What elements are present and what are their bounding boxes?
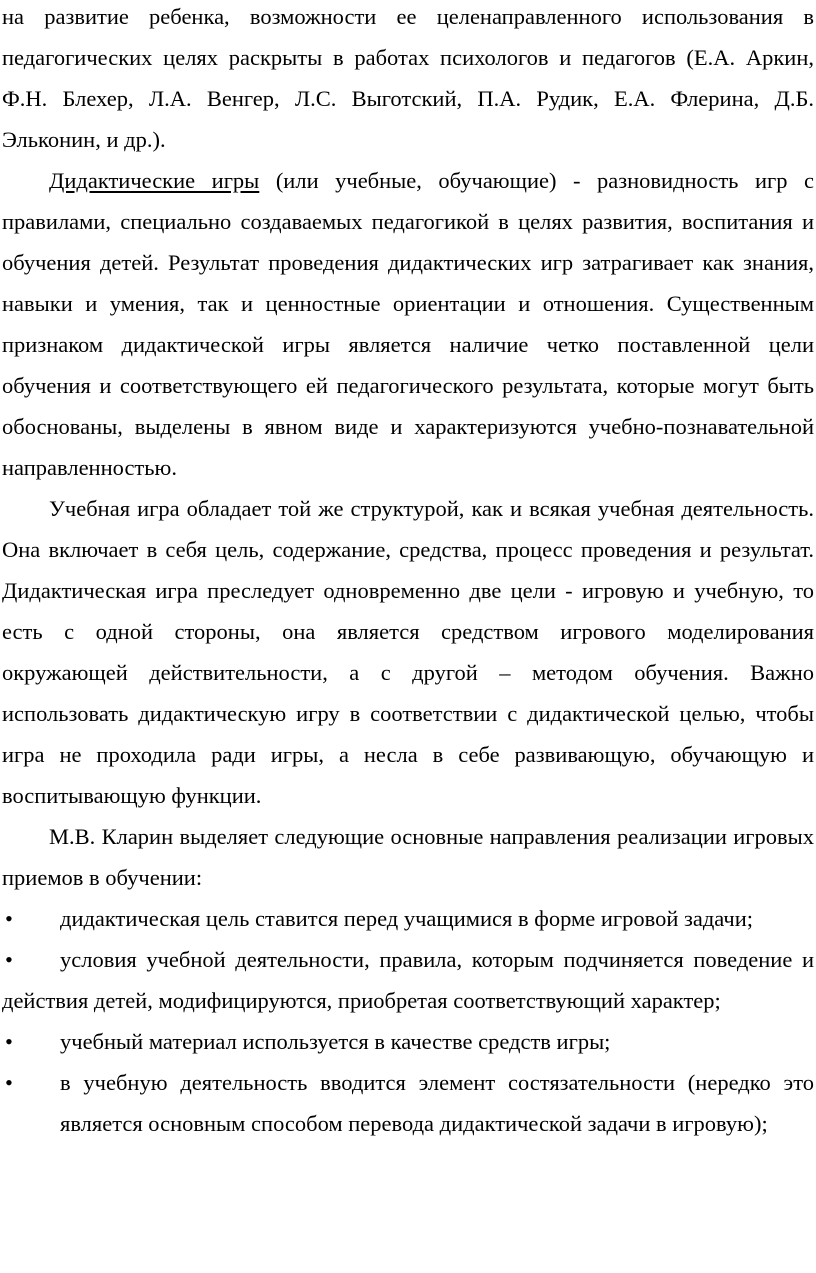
list-item-text: в учебную деятельность вводится элемент состязательности (нередко это является основным способом перевода дидактической задачи в игровую); — [60, 1070, 814, 1136]
game-techniques-list — [2, 898, 814, 1144]
bullet-icon: • — [5, 947, 13, 972]
list-item — [2, 939, 814, 1021]
paragraph-didactic-games-text: (или учебные, обучающие) - разновидность игр с правилами, специально создаваемых педагогикой в целях развития, воспитания и обучения детей. Результат проведения дидактических игр затрагивает как знания, навыки и умения, так и ценностные ориентации и отношения. Существенным признаком дидактической игры является наличие четко поставленной цели обучения и соответствующего ей педагогического результата, которые могут быть обоснованы, выделены в явном виде и характеризуются учебно-познавательной направленностью. — [2, 168, 814, 480]
term-didactic-games: Дидактические игры — [49, 168, 260, 193]
list-item-text: условия учебной деятельности, правила, которым подчиняется поведение и действия детей, модифицируются, приобретая соответствующий характер; — [2, 947, 814, 1013]
list-item-text: учебный материал используется в качестве средств игры; — [60, 1029, 611, 1054]
bullet-icon: • — [5, 906, 13, 931]
list-item — [2, 1021, 814, 1062]
paragraph-didactic-games — [2, 160, 814, 488]
bullet-icon: • — [5, 1070, 13, 1095]
paragraph-intro: на развитие ребенка, возможности ее целенаправленного использования в педагогических целях раскрыты в работах психологов и педагогов (Е.А. Аркин, Ф.Н. Блехер, Л.А. Венгер, Л.С. Выготский, П.А. Рудик, Е.А. Флерина, Д.Б. Эльконин, и др.). — [2, 4, 814, 152]
paragraph-learning-game: Учебная игра обладает той же структурой, как и всякая учебная деятельность. Она включает в себя цель, содержание, средства, процесс проведения и результат. Дидактическая игра преследует одновременно две цели - игровую и учебную, то есть с одной стороны, она является средством игрового моделирования окружающей действительности, а с другой – методом обучения. Важно использовать дидактическую игру в соответствии с дидактической целью, чтобы игра не проходила ради игры, а несла в себе развивающую, обучающую и воспитывающую функции. — [2, 496, 814, 808]
bullet-icon: • — [5, 1029, 13, 1054]
list-item — [2, 1062, 814, 1144]
list-item — [2, 898, 814, 939]
paragraph-klarin: М.В. Кларин выделяет следующие основные направления реализации игровых приемов в обучении: — [2, 824, 814, 890]
list-item-text: дидактическая цель ставится перед учащимися в форме игровой задачи; — [60, 906, 753, 931]
